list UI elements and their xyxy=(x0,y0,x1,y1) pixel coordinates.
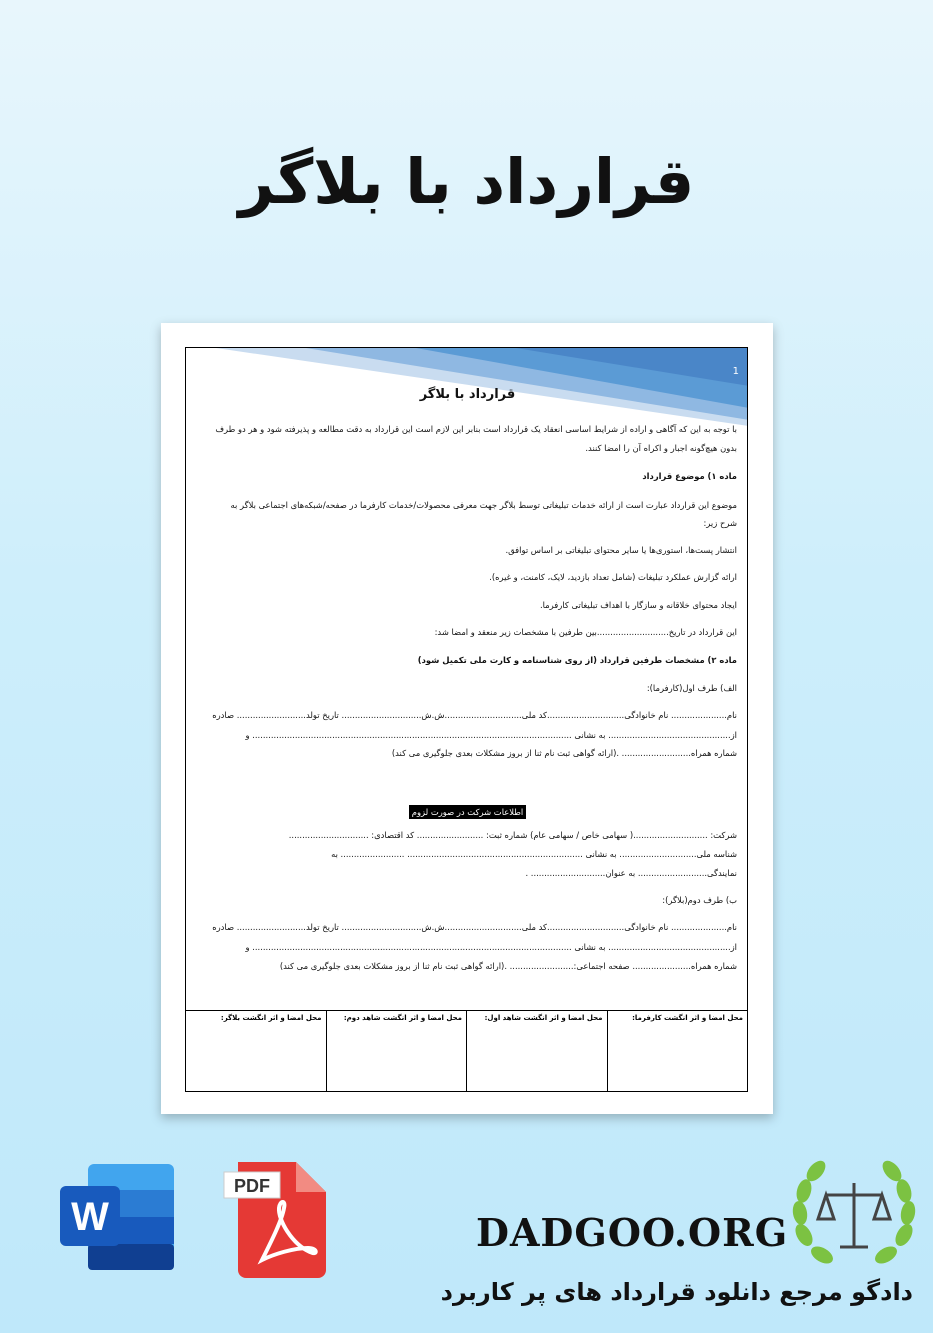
party-a-label: الف) طرف اول(کارفرما): xyxy=(646,683,737,693)
word-icon xyxy=(58,1162,178,1274)
party-a-line-3: شماره همراه.......................... .(ارائه گواهی ثبت نام ثنا از بروز مشکلات بعدی جلوگیری می کند) xyxy=(391,748,737,758)
scales-of-justice-logo-icon xyxy=(790,1155,918,1273)
company-line-1: شرکت: ............................( سهامی خاص / سهامی عام) شماره ثبت: ......................... کد اقتصادی: .............................. xyxy=(288,830,737,840)
company-info-box xyxy=(198,800,737,819)
list-item: انتشار پست‌ها، استوری‌ها یا سایر محتوای تبلیغاتی بر اساس توافق. xyxy=(505,545,737,555)
signature-cell-witness-1: محل امضا و اثر انگشت شاهد اول: xyxy=(466,1011,607,1092)
party-b-line-1: نام..................... نام خانوادگی.............................کد ملی.............................ش.ش.............................. تاریخ تولد.......................... صادره xyxy=(212,922,737,932)
signature-cell-employer: محل امضا و اثر انگشت کارفرما: xyxy=(607,1011,748,1092)
tagline: دادگو مرجع دانلود قرارداد های پر کاربرد xyxy=(440,1278,913,1306)
list-item: ایجاد محتوای خلاقانه و سازگار با اهداف تبلیغاتی کارفرما. xyxy=(539,600,737,610)
company-line-3: نمایندگی.......................... به عنوان............................ . xyxy=(525,868,737,878)
article1-title: ماده ۱) موضوع قرارداد xyxy=(642,471,737,481)
company-line-2: شناسه ملی............................. به نشانی .................................................................. ........................ به xyxy=(331,849,737,859)
list-item: ارائه گزارش عملکرد تبلیغات (شامل تعداد بازدید، لایک، کامنت، و غیره). xyxy=(489,572,737,582)
party-b-line-3: شماره همراه...................... صفحه اجتماعی:........................ .(ارائه گواهی ثبت نام ثنا از بروز مشکلات بعدی جلوگیری می کند) xyxy=(279,961,737,971)
site-name: DADGOO.ORG xyxy=(476,1210,789,1255)
intro-line-2: بدون هیچ‌گونه اجبار و اکراه آن را امضا کنند. xyxy=(585,443,737,453)
document-preview xyxy=(161,323,773,1114)
document-frame xyxy=(185,347,748,1092)
article1-text-2: شرح زیر: xyxy=(703,518,737,528)
word-letter: W xyxy=(71,1195,109,1239)
party-b-label: ب) طرف دوم(بلاگر): xyxy=(662,895,737,905)
signature-table xyxy=(186,1010,747,1092)
contract-date-line: این قرارداد در تاریخ...........................بین طرفین با مشخصات زیر منعقد و امضا شد: xyxy=(434,627,737,637)
signature-cell-witness-2: محل امضا و اثر انگشت شاهد دوم: xyxy=(326,1011,467,1092)
party-a-line-2: از.............................................. به نشانی ........................................................................................................................ و xyxy=(245,730,737,740)
page-title: قرارداد با بلاگر xyxy=(238,145,695,218)
pdf-label: PDF xyxy=(234,1176,270,1196)
page-number: 1 xyxy=(732,366,739,377)
intro-line-1: با توجه به این که آگاهی و اراده از شرایط اساسی انعقاد یک قرارداد است بنابر این لازم است این قرارداد به دقت مطالعه و پذیرفته شود و هر دو طرف xyxy=(215,424,737,434)
article1-text-1: موضوع این قرارداد عبارت است از ارائه خدمات تبلیغاتی توسط بلاگر جهت معرفی محصولات/خدمات کارفرما در صفحه/شبکه‌های اجتماعی بلاگر به xyxy=(230,500,737,510)
party-b-line-2: از.............................................. به نشانی ........................................................................................................................ و xyxy=(245,942,737,952)
signature-cell-blogger: محل امضا و اثر انگشت بلاگر: xyxy=(220,1014,322,1022)
party-a-line-1: نام..................... نام خانوادگی.............................کد ملی.............................ش.ش.............................. تاریخ تولد.......................... صادره xyxy=(212,710,737,720)
company-info-label: اطلاعات شرکت در صورت لزوم xyxy=(409,805,526,819)
document-title: قرارداد با بلاگر xyxy=(419,387,516,402)
article2-title: ماده ۲) مشخصات طرفین قرارداد (از روی شناسنامه و کارت ملی تکمیل شود) xyxy=(417,655,737,665)
pdf-icon xyxy=(222,1160,332,1280)
